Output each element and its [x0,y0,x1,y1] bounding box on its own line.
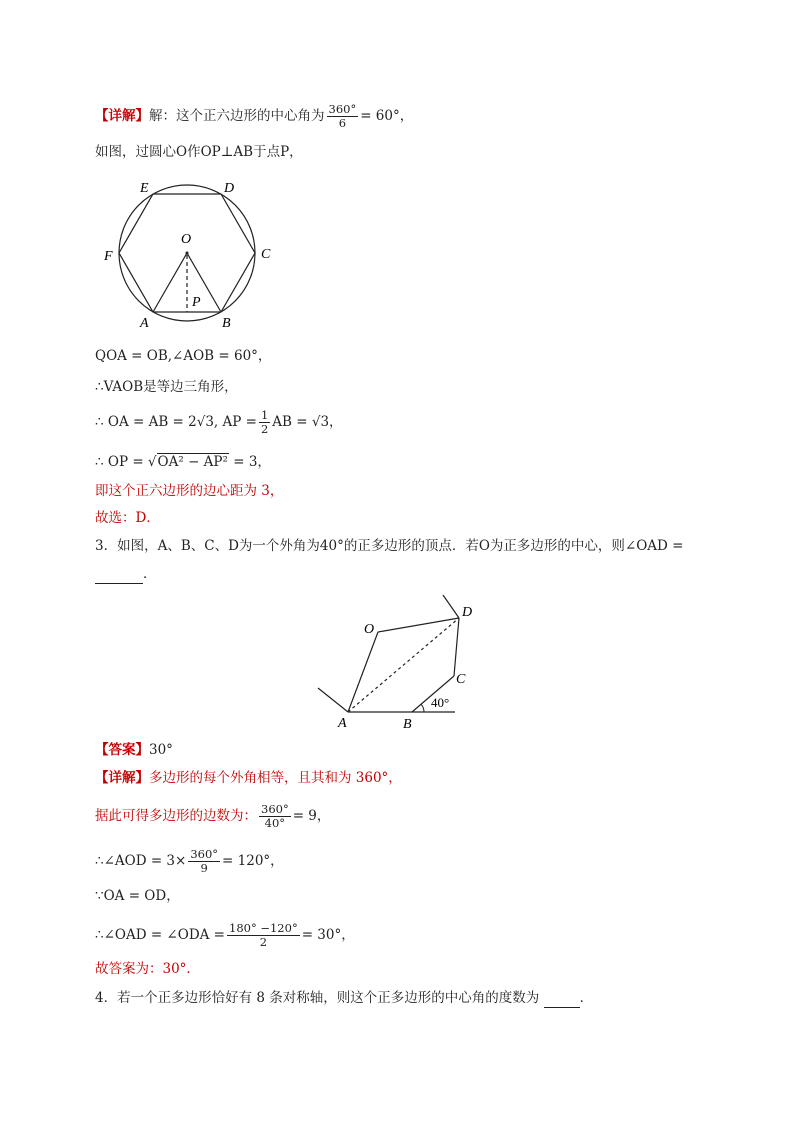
square-root: OA² − AP² [157,454,228,470]
fraction: $\frac{360^\circ}{40^\circ}$ [261,802,289,830]
solution-line-3: QOA = OB,∠AOB = 60°， [95,348,272,364]
label-D: D [462,605,473,620]
angle-label: 40° [431,695,450,710]
detail-line-5: ∴∠OAD = ∠ODA = $\frac{180^\circ -120^\circ}{2}$ = 30°， [95,921,355,949]
label-O: O [181,232,192,247]
label-A: A [338,716,347,731]
fraction: $\frac{360^\circ}{6}$ [328,102,357,130]
solution-line-7: 即这个正六边形的边心距为 3， [95,483,284,499]
label-A: A [140,316,149,331]
solution-line-5: ∴ OA = AB = 2√3, AP = $\frac{1}{2}$ AB = √3， [95,408,343,436]
label-B: B [403,717,412,732]
answer-line: 【答案】30° [95,742,173,758]
detail-line-2: 据此可得多边形的边数为： $\frac{360^\circ}{40^\circ}$ = 9， [95,802,331,830]
label-O: O [364,622,375,637]
extension-D [443,595,459,618]
angle-arc [421,704,424,712]
point-O [186,252,189,255]
solution-line-4: ∴VAOB是等边三角形， [95,379,238,395]
question-3-text: 3．如图，A、B、C、D为一个外角为40°的正多边形的顶点．若O为正多边形的中心，则∠OAD = [95,538,684,554]
segment-OD [378,618,459,632]
polygon-figure [310,590,490,735]
extension-A [318,688,348,712]
detail-line-6: 故答案为：30°． [95,961,200,977]
segment-CD [454,618,459,676]
answer-blank [544,993,580,1008]
label-D: D [224,181,235,196]
question-3-blank-line: ． [95,564,157,584]
label-C: C [456,672,466,687]
solution-line-6: ∴ OP = √OA² − AP² = 3， [95,454,271,470]
label-E: E [140,181,149,196]
solution-line-8: 故选：D． [95,510,160,526]
solution-line-1: 【详解】解：这个正六边形的中心角为 $\frac{360^\circ}{6}$ = 60°， [95,102,414,130]
label-B: B [222,316,231,331]
detail-line-4: ∵OA = OD， [95,888,180,904]
answer-blank [95,569,143,584]
hexagon-figure [100,172,290,334]
segment-OA [153,253,187,312]
detail-line-1: 【详解】多边形的每个外角相等，且其和为 360°， [95,770,402,786]
detail-tag: 【详解】 [95,108,149,124]
fraction: $\frac{1}{2}$ [260,408,269,436]
solution-line-2: 如图，过圆心O作OP⊥AB于点P， [95,144,303,160]
answer-tag: 【答案】 [95,742,149,758]
fraction: $\frac{360^\circ}{9}$ [190,847,219,875]
label-C: C [261,247,271,262]
detail-line-3: ∴∠AOD = 3× $\frac{360^\circ}{9}$ = 120°， [95,847,284,875]
question-4-text: 4．若一个正多边形恰好有 8 条对称轴，则这个正多边形的中心角的度数为 ． [95,990,594,1006]
label-P: P [192,295,201,310]
label-F: F [104,249,113,264]
fraction: $\frac{180^\circ -120^\circ}{2}$ [229,921,298,949]
